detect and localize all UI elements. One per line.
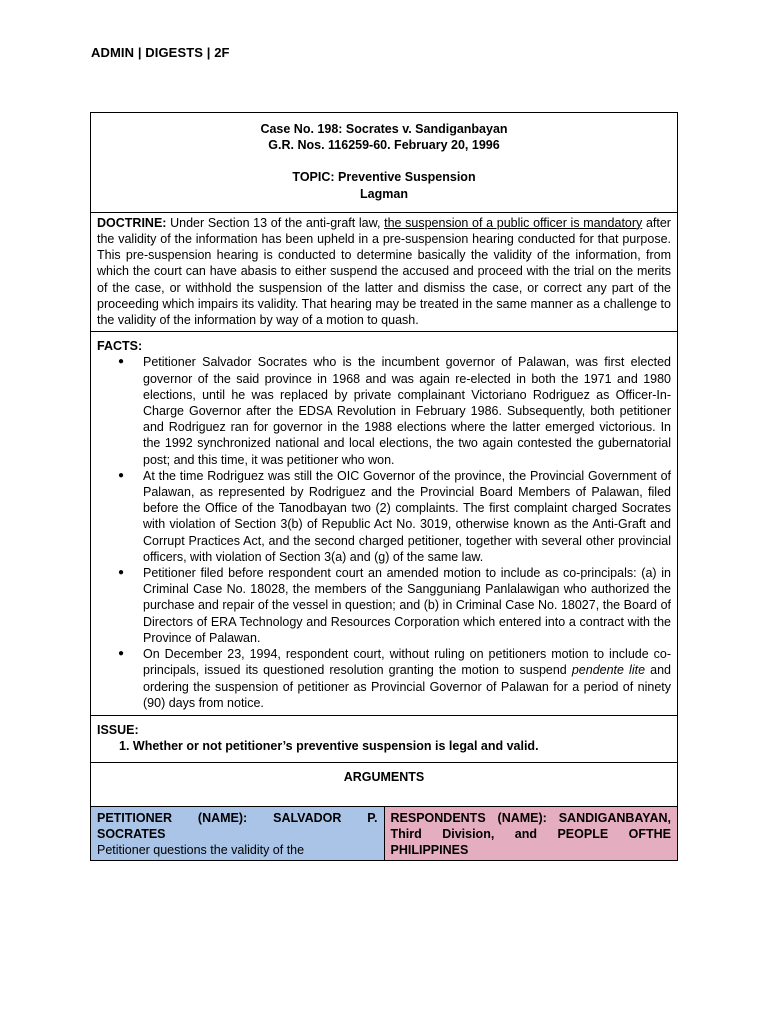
fact-item <box>118 646 671 711</box>
arguments-row <box>91 763 678 806</box>
facts-list <box>97 354 671 710</box>
arguments-heading: ARGUMENTS <box>91 763 678 806</box>
issue-row <box>91 715 678 762</box>
fact-item <box>118 565 671 646</box>
doctrine-lead: Under Section 13 of the anti-graft law, <box>166 215 385 230</box>
fact-item <box>118 468 671 565</box>
bullet-icon: ● <box>118 648 125 660</box>
issue-item: 1. Whether or not petitioner’s preventive suspension is legal and valid. <box>119 739 539 754</box>
fact-text: At the time Rodriguez was still the OIC Governor of the province, the Provincial Government of Palawan, as represented by Rodriguez and the Provincial Board Members of Palawan, filed before the Office of the Tanodbayan two (2) complaints. The first complaint charged Socrates with violation of Section 3(b) of Republic Act No. 3019, otherwise known as the Anti-Graft and Corrupt Practices Act, and the second charged petitioner, together with several other provincial officers, with violation of Section 3(a) and (g) of the same law. <box>143 468 671 564</box>
fact-text: and ordering the suspension of petitioner as Provincial Governor of Palawan for a period of ninety (90) days from notice. <box>143 663 671 710</box>
issue-label: ISSUE: <box>97 722 139 737</box>
gr-number: G.R. Nos. 116259-60. February 20, 1996 <box>268 138 500 153</box>
fact-text: On December 23, 1994, respondent court, without ruling on petitioners motion to include co-principals, issued its questioned resolution granting the motion to suspend <box>143 647 671 678</box>
respondents-label: RESPONDENTS (NAME): SANDIGANBAYAN, Third Division, and PEOPLE OFTHE PHILIPPINES <box>390 810 671 857</box>
doctrine-row <box>91 212 678 331</box>
petitioner-label: PETITIONER (NAME): SALVADOR P. SOCRATES <box>97 810 378 841</box>
case-digest-table <box>90 112 678 861</box>
facts-row <box>91 332 678 716</box>
title-row <box>91 113 678 213</box>
case-name: Case No. 198: Socrates v. Sandiganbayan <box>260 122 508 136</box>
facts-label: FACTS: <box>97 339 143 354</box>
fact-text: Petitioner Salvador Socrates who is the incumbent governor of Palawan, was first elected governor of the said province in 1968 and was again re-elected in both the 1971 and 1980 elections, until he was replaced by private complainant Victoriano Rodriguez as Officer-In-Charge Governor after the EDSA Revolution in February 1986. Subsequently, both petitioner and Rodriguez ran for governor in the 1988 elections where the latter emerged victorious. In the 1992 synchronized national and local elections, the two again contested the gubernatorial post; and this time, it was petitioner who won. <box>143 355 671 467</box>
doctrine-underlined: the suspension of a public officer is mandatory <box>384 215 643 230</box>
document-header: ADMIN | DIGESTS | 2F <box>91 45 230 60</box>
bullet-icon: ● <box>118 567 125 579</box>
case-title-block <box>91 113 678 213</box>
parties-row <box>91 806 678 861</box>
petitioner-column <box>91 806 385 861</box>
doctrine-section <box>91 212 678 331</box>
digest-author: Lagman <box>360 186 408 201</box>
bullet-icon: ● <box>118 469 125 481</box>
doctrine-rest: after the validity of the information has been upheld in a pre-suspension hearing conducted for that purpose. This pre-suspension hearing is conducted to determine basically the validity of the information, from which the court can have abasis to either suspend the accused and proceed with the trial on the merits of the case, or withhold the suspension of the latter and dismiss the case, or correct any part of the proceeding which impairs its validity. That hearing may be treated in the same manner as a challenge to the validity of the information by way of a motion to quash. <box>97 215 671 328</box>
topic: TOPIC: Preventive Suspension <box>292 170 476 185</box>
respondents-column <box>384 806 678 861</box>
fact-italic: pendente lite <box>571 663 646 678</box>
fact-text: Petitioner filed before respondent court an amended motion to include as co-principals: (a) in Criminal Case No. 18028, the members of the Sangguniang Panlalawigan who authorized the purchase and repair of the vessel in question; and (b) in Criminal Case No. 18027, the Board of Directors of ERA Technology and Resources Corporation which entered into a contract with the Province of Palawan. <box>143 566 671 645</box>
fact-item <box>118 354 671 467</box>
petitioner-text: Petitioner questions the validity of the <box>97 842 305 857</box>
bullet-icon: ● <box>118 356 125 368</box>
issue-section <box>91 715 678 762</box>
doctrine-label: DOCTRINE: <box>97 215 167 230</box>
facts-section <box>91 332 678 716</box>
